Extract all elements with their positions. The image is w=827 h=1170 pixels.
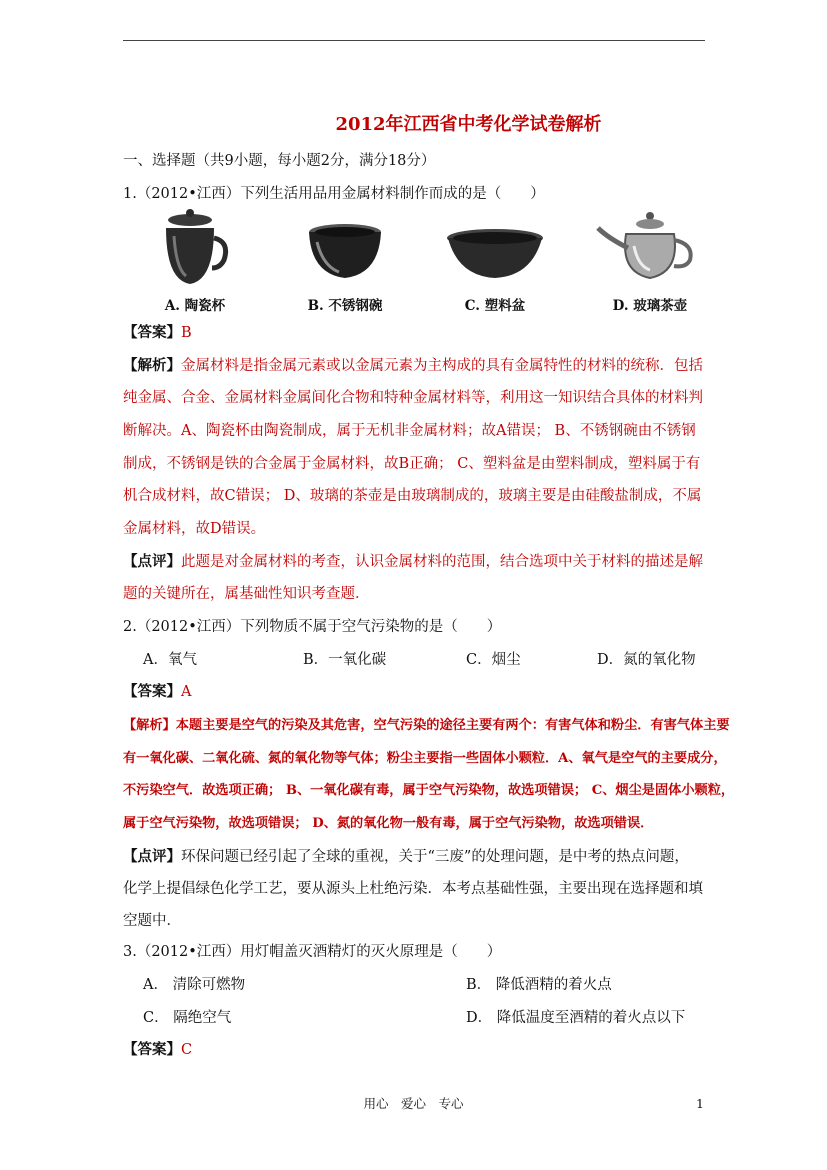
q1-analysis-line-1: 纯金属、合金、金属材料金属间化合物和特种金属材料等，利用这一知识结合具体的材料判 [123,390,703,406]
q1-analysis-line-2: 断解决。A、陶瓷杯由陶瓷制成，属于无机非金属材料；故A错误； B、不锈钢碗由不锈钢 [123,423,696,439]
q2-option-d: D．氮的氧化物 [597,652,696,668]
q3-option-b: B． 降低酒精的着火点 [466,977,612,993]
q1-answer-value: B [181,325,192,341]
q1-stem: 1.（2012•江西）下列生活用品用金属材料制作而成的是（ ） [123,186,545,202]
q1-analysis-line-4: 机合成材料，故C错误； D、玻璃的茶壶是由玻璃制成的，玻璃主要是由硅酸盐制成，不属 [123,488,702,504]
page-title: 2012年江西省中考化学试卷解析 [335,114,602,135]
q1-analysis-line-5: 金属材料，故D错误。 [123,521,266,537]
q1-answer [123,323,192,343]
q2-comment-label: 【点评】 [123,848,181,865]
q1-comment-line-0: 【点评】此题是对金属材料的考查，认识金属材料的范围，结合选项中关于材料的描述是解 [123,553,703,570]
q2-comment-line-2: 空题中． [123,913,181,929]
q1-caption-a: A. 陶瓷杯 [164,298,226,314]
q1-image-d [585,208,715,318]
q2-comment-line-1: 化学上提倡绿色化学工艺，要从源头上杜绝污染．本考点基础性强，主要出现在选择题和填 [123,881,703,897]
q2-analysis-line-1: 有一氧化碳、二氧化硫、氮的氧化物等气体；粉尘主要指一些固体小颗粒．A、氧气是空气的主要成分， [123,751,727,766]
q2-option-b: B．一氧化碳 [303,652,387,668]
q2-analysis-line-2: 不污染空气．故选项正确； B、一氧化碳有毒，属于空气污染物，故选项错误； C、烟尘是固体小颗粒， [123,783,735,798]
page-footer: 用心 爱心 专心 [363,1096,464,1111]
q1-caption-b: B. 不锈钢碗 [307,298,383,314]
q1-comment-label: 【点评】 [123,553,181,570]
q3-option-a: A． 清除可燃物 [143,977,246,993]
q1-image-a [130,208,260,318]
q1-image-c [430,208,560,318]
q3-answer-value: C [181,1042,193,1058]
q3-answer-label: 【答案】 [123,1041,181,1058]
section-heading: 一、选择题（共9小题，每小题2分，满分18分） [123,153,436,169]
q1-caption-d: D. 玻璃茶壶 [612,298,688,314]
page-number: 1 [696,1096,704,1111]
plastic-basin-icon [440,208,550,293]
header-rule [123,40,705,41]
q1-analysis-line-3: 制成，不锈钢是铁的合金属于金属材料，故B正确； C、塑料盆是由塑料制成，塑料属于有 [123,456,701,472]
glass-teapot-icon [590,208,710,293]
q1-analysis-label: 【解析】 [123,357,181,374]
q2-option-c: C．烟尘 [466,652,521,668]
steel-bowl-icon [295,208,395,293]
q3-option-c: C． 隔绝空气 [143,1010,232,1026]
q2-comment-line-0: 【点评】环保问题已经引起了全球的重视，关于“三废”的处理问题，是中考的热点问题， [123,848,689,865]
q2-answer-value: A [181,684,192,700]
q3-option-d: D． 降低温度至酒精的着火点以下 [466,1010,686,1026]
q2-answer [123,682,191,702]
q1-caption-c: C. 塑料盆 [464,298,526,314]
q2-stem: 2.（2012•江西）下列物质不属于空气污染物的是（ ） [123,619,502,635]
q3-stem: 3.（2012•江西）用灯帽盖灭酒精灯的灭火原理是（ ） [123,944,502,960]
q2-option-a: A．氧气 [143,652,197,668]
q2-analysis-line-0: 【解析】本题主要是空气的污染及其危害，空气污染的途径主要有两个：有害气体和粉尘．有害气体主要 [123,718,730,733]
q1-analysis-line-0: 【解析】金属材料是指金属元素或以金属元素为主构成的具有金属特性的材料的统称．包括 [123,357,703,374]
ceramic-cup-icon [150,208,240,293]
q2-answer-label: 【答案】 [123,683,181,700]
q1-answer-label: 【答案】 [123,324,181,341]
q2-analysis-line-3: 属于空气污染物，故选项错误； D、氮的氧化物一般有毒，属于空气污染物，故选项错误． [123,816,654,831]
q1-images [140,208,710,318]
q3-answer [123,1040,192,1060]
q1-comment-line-1: 题的关键所在，属基础性知识考查题． [123,586,370,602]
q1-image-b [280,208,410,318]
